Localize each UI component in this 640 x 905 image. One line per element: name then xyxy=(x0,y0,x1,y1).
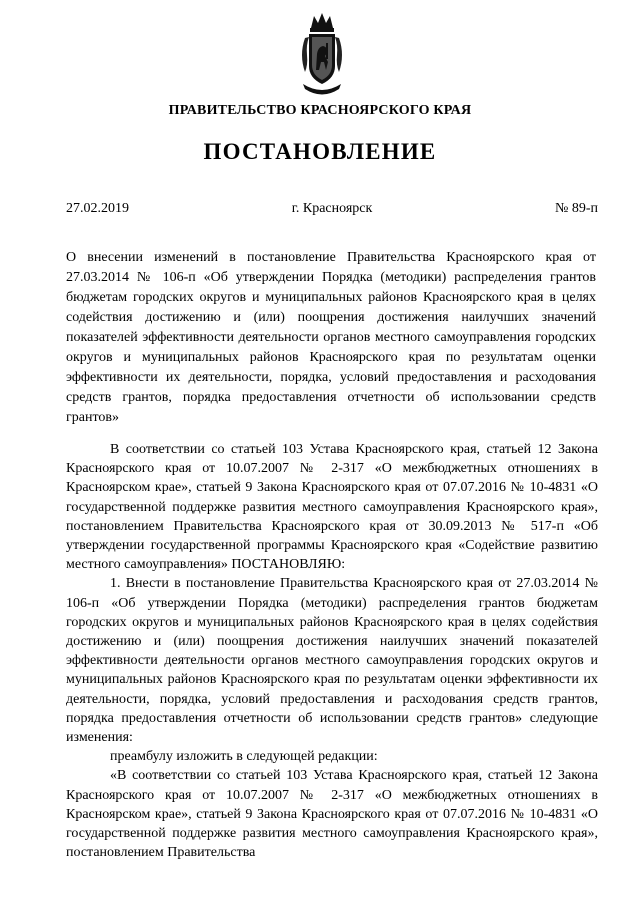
document-date: 27.02.2019 xyxy=(66,201,129,216)
document-subject: О внесении изменений в постановление Правительства Красноярского края от 27.03.2014 № 106-п «Об утверждении Порядка (методики) распределения грантов бюджетам городских округов и муниципальных районов Красноярского края в целях содействия достижению и (или) поощрения достижения наилучших значений показателей эффективности деятельности органов местного самоуправления городских округов и муниципальных районов Красноярского края по результатам оценки эффективности их деятельности, порядка, условий предоставления и расходования средств грантов, порядка предоставления отчетности об использовании средств грантов» xyxy=(66,250,596,425)
document-meta-row xyxy=(66,201,598,219)
quoted-preamble-paragraph: «В соответствии со статьей 103 Устава Красноярского края, статьей 12 Закона Красноярского края от 10.07.2007 № 2-317 «О межбюджетных отношениях в Красноярском крае», статьей 9 Закона Красноярского края от 07.07.2016 № 10-4831 «О государственной поддержке развития местного самоуправления Красноярского края», постановлением Правительства xyxy=(66,768,598,861)
document-type-title: ПОСТАНОВЛЕНИЕ xyxy=(203,139,437,164)
krasnoyarsk-coat-of-arms-icon xyxy=(297,10,347,96)
document-number: № 89-п xyxy=(554,201,598,216)
document-body xyxy=(66,440,598,862)
government-title: ПРАВИТЕЛЬСТВО КРАСНОЯРСКОГО КРАЯ xyxy=(168,103,472,118)
item-1-subparagraph: преамбулу изложить в следующей редакции: xyxy=(110,749,378,765)
item-1-paragraph: 1. Внести в постановление Правительства Красноярского края от 27.03.2014 № 106-п «Об утверждении Порядка (методики) распределения грантов бюджетам городских округов и муниципальных районов Красноярского края в целях содействия достижению и (или) поощрения достижения наилучших значений показателей эффективности деятельности органов местного самоуправления городских округов и муниципальных районов Красноярского края по результатам оценки эффективности их деятельности, порядка, условий предоставления и расходования средств грантов, порядка предоставления отчетности об использовании средств грантов» следующие изменения: xyxy=(66,576,598,746)
document-city: г. Красноярск xyxy=(291,201,373,216)
preamble-paragraph: В соответствии со статьей 103 Устава Красноярского края, статьей 12 Закона Красноярского края от 10.07.2007 № 2-317 «О межбюджетных отношениях в Красноярском крае», статьей 9 Закона Красноярского края от 07.07.2016 № 10-4831 «О государственной поддержке развития местного самоуправления Красноярского края», постановлением Правительства Красноярского края от 30.09.2013 № 517-п «Об утверждении государственной программы Красноярского края «Содействие развитию местного самоуправления» ПОСТАНОВЛЯЮ: xyxy=(66,442,598,573)
